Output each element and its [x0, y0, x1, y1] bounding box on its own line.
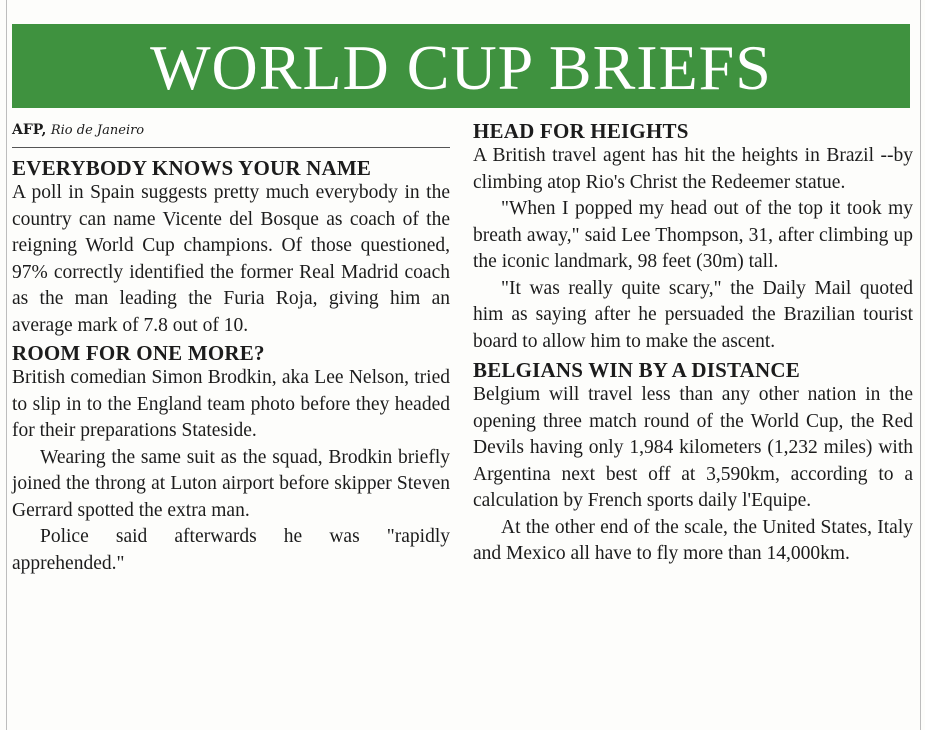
left-column	[12, 118, 450, 577]
article-paragraph: A poll in Spain suggests pretty much everybody in the country can name Vicente del Bosque as coach of the reigning World Cup champions. Of those questioned, 97% correctly identified the former Real Madrid coach as the man leading the Furia Roja, giving him an average mark of 7.8 out of 10.	[12, 182, 450, 336]
article-paragraph: "It was really quite scary," the Daily Mail quoted him as saying after he persuaded the Brazilian tourist board to allow him to make the ascent.	[473, 277, 913, 352]
article-paragraph: British comedian Simon Brodkin, aka Lee Nelson, tried to slip in to the England team photo before they headed for their preparations Stateside.	[12, 367, 450, 441]
section-title: WORLD CUP BRIEFS	[150, 32, 772, 103]
article-paragraph: At the other end of the scale, the United States, Italy and Mexico all have to fly more than 14,000km.	[473, 516, 913, 564]
byline	[12, 120, 450, 141]
article-headline: EVERYBODY KNOWS YOUR NAME	[12, 156, 372, 180]
article-room-for-one-more	[12, 341, 450, 577]
article-belgians-win	[473, 358, 913, 568]
byline-source: AFP,	[12, 122, 47, 138]
article-paragraph: A British travel agent has hit the heights in Brazil --by climbing atop Rio's Christ the Redeemer statue.	[473, 145, 913, 193]
section-banner	[12, 24, 910, 108]
article-everybody-knows	[12, 156, 450, 339]
article-head-for-heights	[473, 119, 913, 355]
article-headline: BELGIANS WIN BY A DISTANCE	[473, 358, 800, 382]
article-paragraph: Wearing the same suit as the squad, Brodkin briefly joined the throng at Luton airport before skipper Steven Gerrard spotted the extra man.	[12, 446, 450, 521]
article-headline: HEAD FOR HEIGHTS	[473, 119, 689, 143]
article-paragraph: "When I popped my head out of the top it took my breath away," said Lee Thompson, 31, after climbing up the iconic landmark, 98 feet (30m) tall.	[473, 198, 913, 272]
article-paragraph: Police said afterwards he was "rapidly apprehended."	[12, 526, 450, 574]
page-border-left	[6, 0, 7, 730]
article-headline: ROOM FOR ONE MORE?	[12, 341, 265, 365]
byline-divider	[12, 147, 450, 148]
article-paragraph: Belgium will travel less than any other nation in the opening three match round of the World Cup, the Red Devils having only 1,984 kilometers (1,232 miles) with Argentina next best off at 3,590km, according to a calculation by French sports daily l'Equipe.	[473, 384, 913, 511]
byline-location: Rio de Janeiro	[50, 123, 145, 138]
page-border-right	[920, 0, 921, 730]
right-column	[473, 118, 913, 568]
